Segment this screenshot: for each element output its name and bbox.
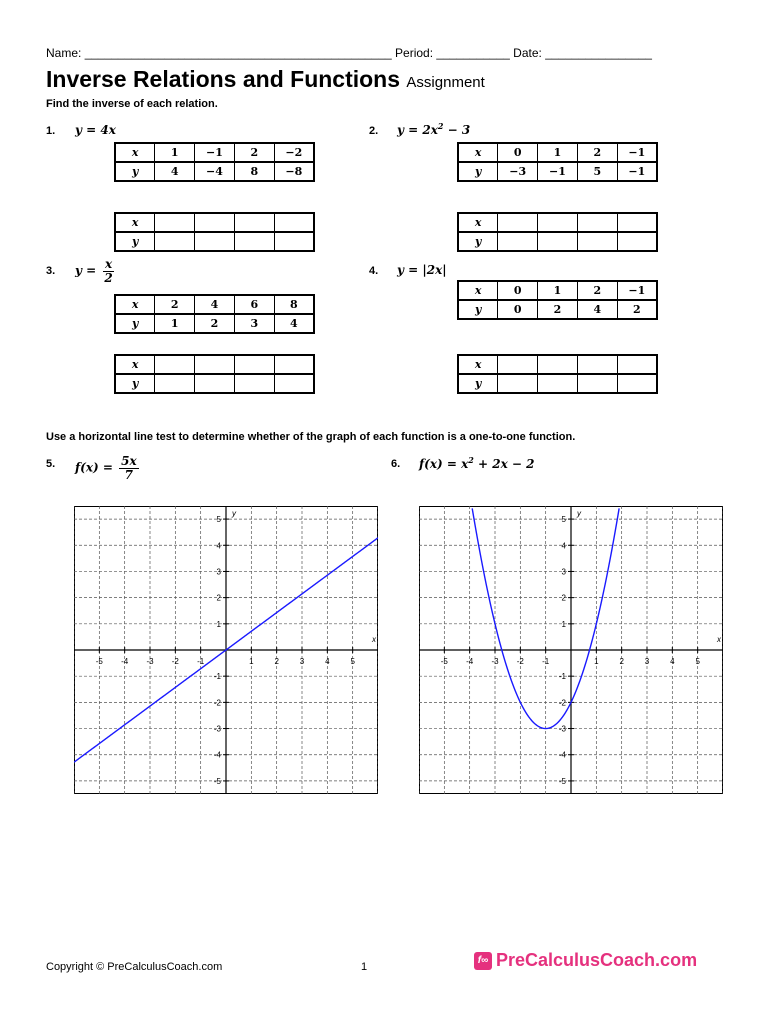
- answer-cell[interactable]: [498, 355, 538, 374]
- problem-2-number: 2.: [369, 125, 379, 137]
- brand-logo[interactable]: [474, 950, 697, 971]
- y-tick-label: 2: [561, 593, 566, 603]
- table-cell: −8: [274, 162, 314, 181]
- answer-cell[interactable]: [498, 213, 538, 232]
- table-cell: 1: [155, 314, 195, 333]
- y-tick-label: 5: [561, 515, 566, 525]
- x-tick-label: 2: [619, 657, 624, 666]
- answer-cell[interactable]: [498, 374, 538, 393]
- table-cell: −1: [617, 281, 657, 300]
- x-header: x: [115, 355, 155, 374]
- problem-6-equation: $f(x) = x^2 + 2x - 2$: [419, 455, 535, 471]
- y-tick-label: 1: [216, 619, 221, 629]
- y-axis-label: y: [232, 509, 236, 518]
- answer-cell[interactable]: [617, 232, 657, 251]
- y-tick-label: 5: [216, 515, 221, 525]
- section2-instruction: Use a horizontal line test to determine whether of the graph of each function is a one-to-one function.: [46, 431, 576, 443]
- y-tick-label: 3: [561, 567, 566, 577]
- date-label: Date:: [513, 46, 542, 60]
- x-header: x: [115, 295, 155, 314]
- y-header: y: [458, 300, 498, 319]
- answer-cell[interactable]: [274, 232, 314, 251]
- x-tick-label: -2: [516, 657, 524, 666]
- y-tick-label: -5: [213, 776, 221, 786]
- title-sub: Assignment: [406, 74, 485, 91]
- x-tick-label: -5: [95, 657, 103, 666]
- problem-5-equation: f(x) = $\frac{5x}{7}$: [75, 454, 137, 482]
- problem-4-answer-table[interactable]: [457, 354, 658, 394]
- table-cell: 8: [234, 162, 274, 181]
- table-cell: −2: [274, 143, 314, 162]
- y-tick-label: -4: [213, 750, 221, 760]
- answer-cell[interactable]: [617, 213, 657, 232]
- y-axis-label: y: [577, 509, 581, 518]
- section1-instruction: Find the inverse of each relation.: [46, 98, 218, 110]
- answer-cell[interactable]: [195, 355, 235, 374]
- x-tick-label: -3: [491, 657, 499, 666]
- answer-cell[interactable]: [274, 374, 314, 393]
- graph-problem-5: [74, 506, 378, 794]
- x-tick-label: -2: [171, 657, 179, 666]
- x-header: x: [458, 143, 498, 162]
- answer-cell[interactable]: [195, 374, 235, 393]
- problem-2-given-table: [457, 142, 658, 182]
- answer-cell[interactable]: [274, 355, 314, 374]
- x-header: x: [115, 213, 155, 232]
- table-cell: 1: [538, 281, 578, 300]
- table-cell: −1: [195, 143, 235, 162]
- y-header: y: [458, 232, 498, 251]
- answer-cell[interactable]: [538, 374, 578, 393]
- problem-4-given-table: [457, 280, 658, 320]
- table-cell: 4: [195, 295, 235, 314]
- problem-1-equation: y = 4x: [75, 123, 116, 137]
- answer-cell[interactable]: [498, 232, 538, 251]
- y-tick-label: 2: [216, 593, 221, 603]
- problem-1-number: 1.: [46, 125, 56, 137]
- y-header: y: [458, 162, 498, 181]
- x-tick-label: 1: [249, 657, 254, 666]
- problem-1-given-table: [114, 142, 315, 182]
- problem-3-equation: y = $\frac{x}{2}$: [75, 257, 113, 285]
- name-label: Name:: [46, 46, 82, 60]
- table-cell: −3: [498, 162, 538, 181]
- answer-cell[interactable]: [195, 213, 235, 232]
- x-tick-label: -1: [542, 657, 550, 666]
- student-info-header: [46, 46, 652, 60]
- page-number: 1: [361, 961, 368, 973]
- table-cell: 6: [234, 295, 274, 314]
- x-header: x: [458, 355, 498, 374]
- y-tick-label: -3: [213, 724, 221, 734]
- answer-cell[interactable]: [617, 355, 657, 374]
- x-axis-label: x: [717, 635, 721, 644]
- y-tick-label: 3: [216, 567, 221, 577]
- answer-cell[interactable]: [538, 355, 578, 374]
- table-cell: 3: [234, 314, 274, 333]
- y-header: y: [115, 232, 155, 251]
- answer-cell[interactable]: [577, 374, 617, 393]
- copyright-text: Copyright © PreCalculusCoach.com: [46, 961, 223, 973]
- answer-cell[interactable]: [617, 374, 657, 393]
- answer-cell[interactable]: [155, 213, 195, 232]
- answer-cell[interactable]: [234, 213, 274, 232]
- answer-cell[interactable]: [538, 232, 578, 251]
- x-tick-label: -4: [121, 657, 129, 666]
- table-cell: 2: [617, 300, 657, 319]
- x-tick-label: 4: [325, 657, 330, 666]
- x-tick-label: 2: [274, 657, 279, 666]
- answer-cell[interactable]: [234, 232, 274, 251]
- answer-cell[interactable]: [538, 213, 578, 232]
- table-cell: 0: [498, 143, 538, 162]
- table-cell: 1: [538, 143, 578, 162]
- name-blank: ______________________________________________: [84, 46, 392, 60]
- y-tick-label: 4: [216, 541, 221, 551]
- date-blank: ________________: [545, 46, 652, 60]
- x-tick-label: 1: [594, 657, 599, 666]
- x-tick-label: 5: [350, 657, 355, 666]
- table-cell: −1: [617, 143, 657, 162]
- page-title: [46, 66, 485, 93]
- answer-cell[interactable]: [577, 213, 617, 232]
- brand-name: PreCalculusCoach.com: [496, 950, 698, 970]
- problem-4-equation: y = |2x|: [397, 263, 447, 277]
- x-tick-label: 3: [644, 657, 650, 666]
- x-header: x: [458, 281, 498, 300]
- problem-3-given-table: [114, 294, 315, 334]
- answer-cell[interactable]: [155, 355, 195, 374]
- x-tick-label: -5: [440, 657, 448, 666]
- answer-cell[interactable]: [577, 232, 617, 251]
- answer-cell[interactable]: [234, 374, 274, 393]
- answer-cell[interactable]: [155, 374, 195, 393]
- table-cell: 0: [498, 281, 538, 300]
- table-cell: −1: [538, 162, 578, 181]
- table-cell: 2: [155, 295, 195, 314]
- title-main: Inverse Relations and Functions: [46, 66, 401, 92]
- answer-cell[interactable]: [195, 232, 235, 251]
- y-tick-label: -3: [558, 724, 566, 734]
- table-cell: 2: [577, 143, 617, 162]
- x-tick-label: -1: [197, 657, 205, 666]
- graph-problem-6: [419, 506, 723, 794]
- y-tick-label: -1: [213, 672, 221, 682]
- period-blank: ___________: [436, 46, 510, 60]
- y-tick-label: 1: [561, 619, 566, 629]
- y-tick-label: -2: [558, 698, 566, 708]
- x-header: x: [115, 143, 155, 162]
- y-tick-label: 4: [561, 541, 566, 551]
- y-header: y: [115, 374, 155, 393]
- answer-cell[interactable]: [234, 355, 274, 374]
- answer-cell[interactable]: [155, 232, 195, 251]
- problem-6-number: 6.: [391, 458, 401, 470]
- x-axis-label: x: [372, 635, 376, 644]
- x-tick-label: 5: [695, 657, 700, 666]
- table-cell: 1: [155, 143, 195, 162]
- problem-5-number: 5.: [46, 458, 56, 470]
- table-cell: 4: [155, 162, 195, 181]
- problem-3-number: 3.: [46, 265, 56, 277]
- table-cell: 2: [577, 281, 617, 300]
- problem-4-number: 4.: [369, 265, 379, 277]
- table-cell: 4: [274, 314, 314, 333]
- x-tick-label: 4: [670, 657, 675, 666]
- x-tick-label: -4: [466, 657, 474, 666]
- x-header: x: [458, 213, 498, 232]
- table-cell: 8: [274, 295, 314, 314]
- x-tick-label: 3: [299, 657, 305, 666]
- table-cell: 2: [538, 300, 578, 319]
- table-cell: −4: [195, 162, 235, 181]
- y-header: y: [115, 314, 155, 333]
- y-header: y: [115, 162, 155, 181]
- brand-logo-icon: f∞: [474, 952, 492, 970]
- y-tick-label: -2: [213, 698, 221, 708]
- problem-2-equation: $y = 2x^2 - 3$: [397, 121, 471, 137]
- y-tick-label: -1: [558, 672, 566, 682]
- problem-3-answer-table[interactable]: [114, 354, 315, 394]
- y-header: y: [458, 374, 498, 393]
- problem-1-answer-table[interactable]: [114, 212, 315, 252]
- table-cell: 2: [195, 314, 235, 333]
- answer-cell[interactable]: [577, 355, 617, 374]
- answer-cell[interactable]: [274, 213, 314, 232]
- y-tick-label: -5: [558, 776, 566, 786]
- x-tick-label: -3: [146, 657, 154, 666]
- table-cell: 4: [577, 300, 617, 319]
- problem-2-answer-table[interactable]: [457, 212, 658, 252]
- table-cell: 2: [234, 143, 274, 162]
- period-label: Period:: [395, 46, 434, 60]
- table-cell: −1: [617, 162, 657, 181]
- table-cell: 5: [577, 162, 617, 181]
- table-cell: 0: [498, 300, 538, 319]
- y-tick-label: -4: [558, 750, 566, 760]
